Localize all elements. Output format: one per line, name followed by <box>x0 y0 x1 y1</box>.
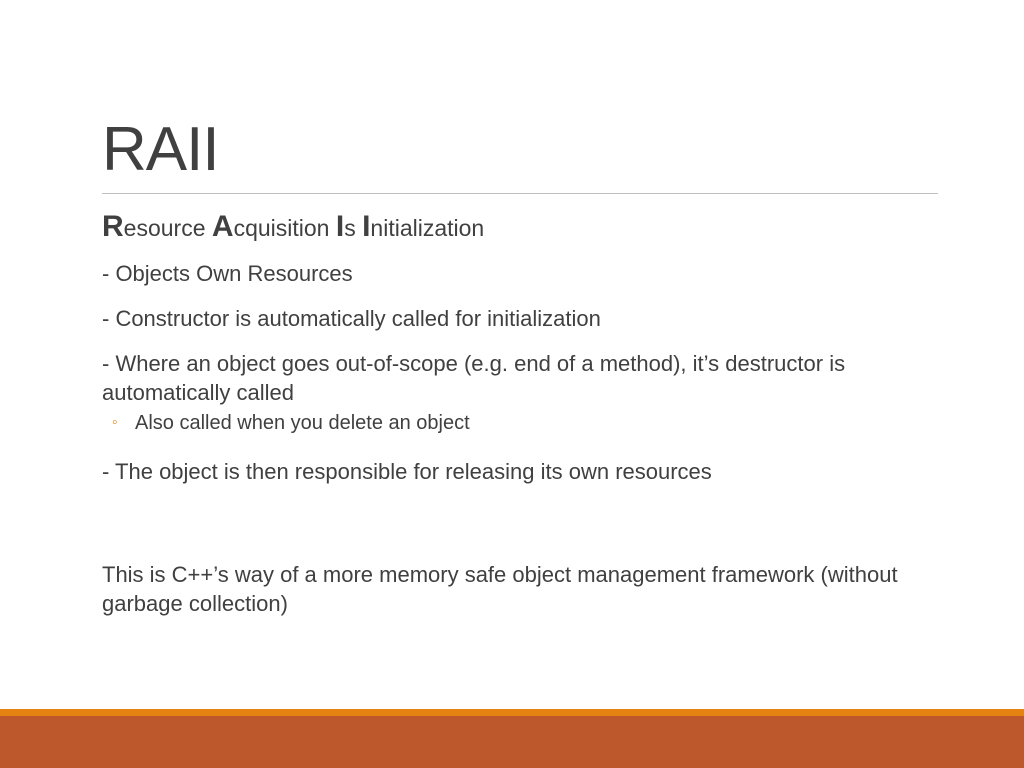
title-divider <box>102 193 938 194</box>
acronym-expansion <box>102 212 932 243</box>
acronym-word-acquisition: cquisition <box>233 215 336 241</box>
bullet-constructor: - Constructor is automatically called for initialization <box>102 306 601 331</box>
acronym-word-initialization: nitialization <box>370 215 485 241</box>
acronym-word-is: s <box>344 215 363 241</box>
sub-bullet-delete <box>102 409 932 437</box>
acronym-letter-i-2: I <box>362 210 371 243</box>
acronym-letter-i-1: I <box>335 210 345 243</box>
sub-bullet-text: Also called when you delete an object <box>135 412 470 434</box>
slide-title: RAII <box>102 115 219 184</box>
acronym-word-resource: esource <box>123 215 212 241</box>
bullet-destructor: - Where an object goes out-of-scope (e.g. end of a method), it’s destructor is automatically called <box>102 351 846 405</box>
bullet-objects-own-resources: - Objects Own Resources <box>102 261 353 286</box>
bullet-releasing-resources: - The object is then responsible for releasing its own resources <box>102 459 712 484</box>
acronym-letter-a: A <box>211 210 234 243</box>
circle-bullet-icon: ◦ <box>112 414 118 431</box>
slide-content <box>102 212 932 634</box>
closing-statement: This is C++’s way of a more memory safe object management framework (without garbage collection) <box>102 562 898 616</box>
footer-bar <box>0 716 1024 768</box>
footer-accent-stripe <box>0 709 1024 716</box>
acronym-letter-r: R <box>102 210 124 243</box>
spacer <box>102 502 932 560</box>
